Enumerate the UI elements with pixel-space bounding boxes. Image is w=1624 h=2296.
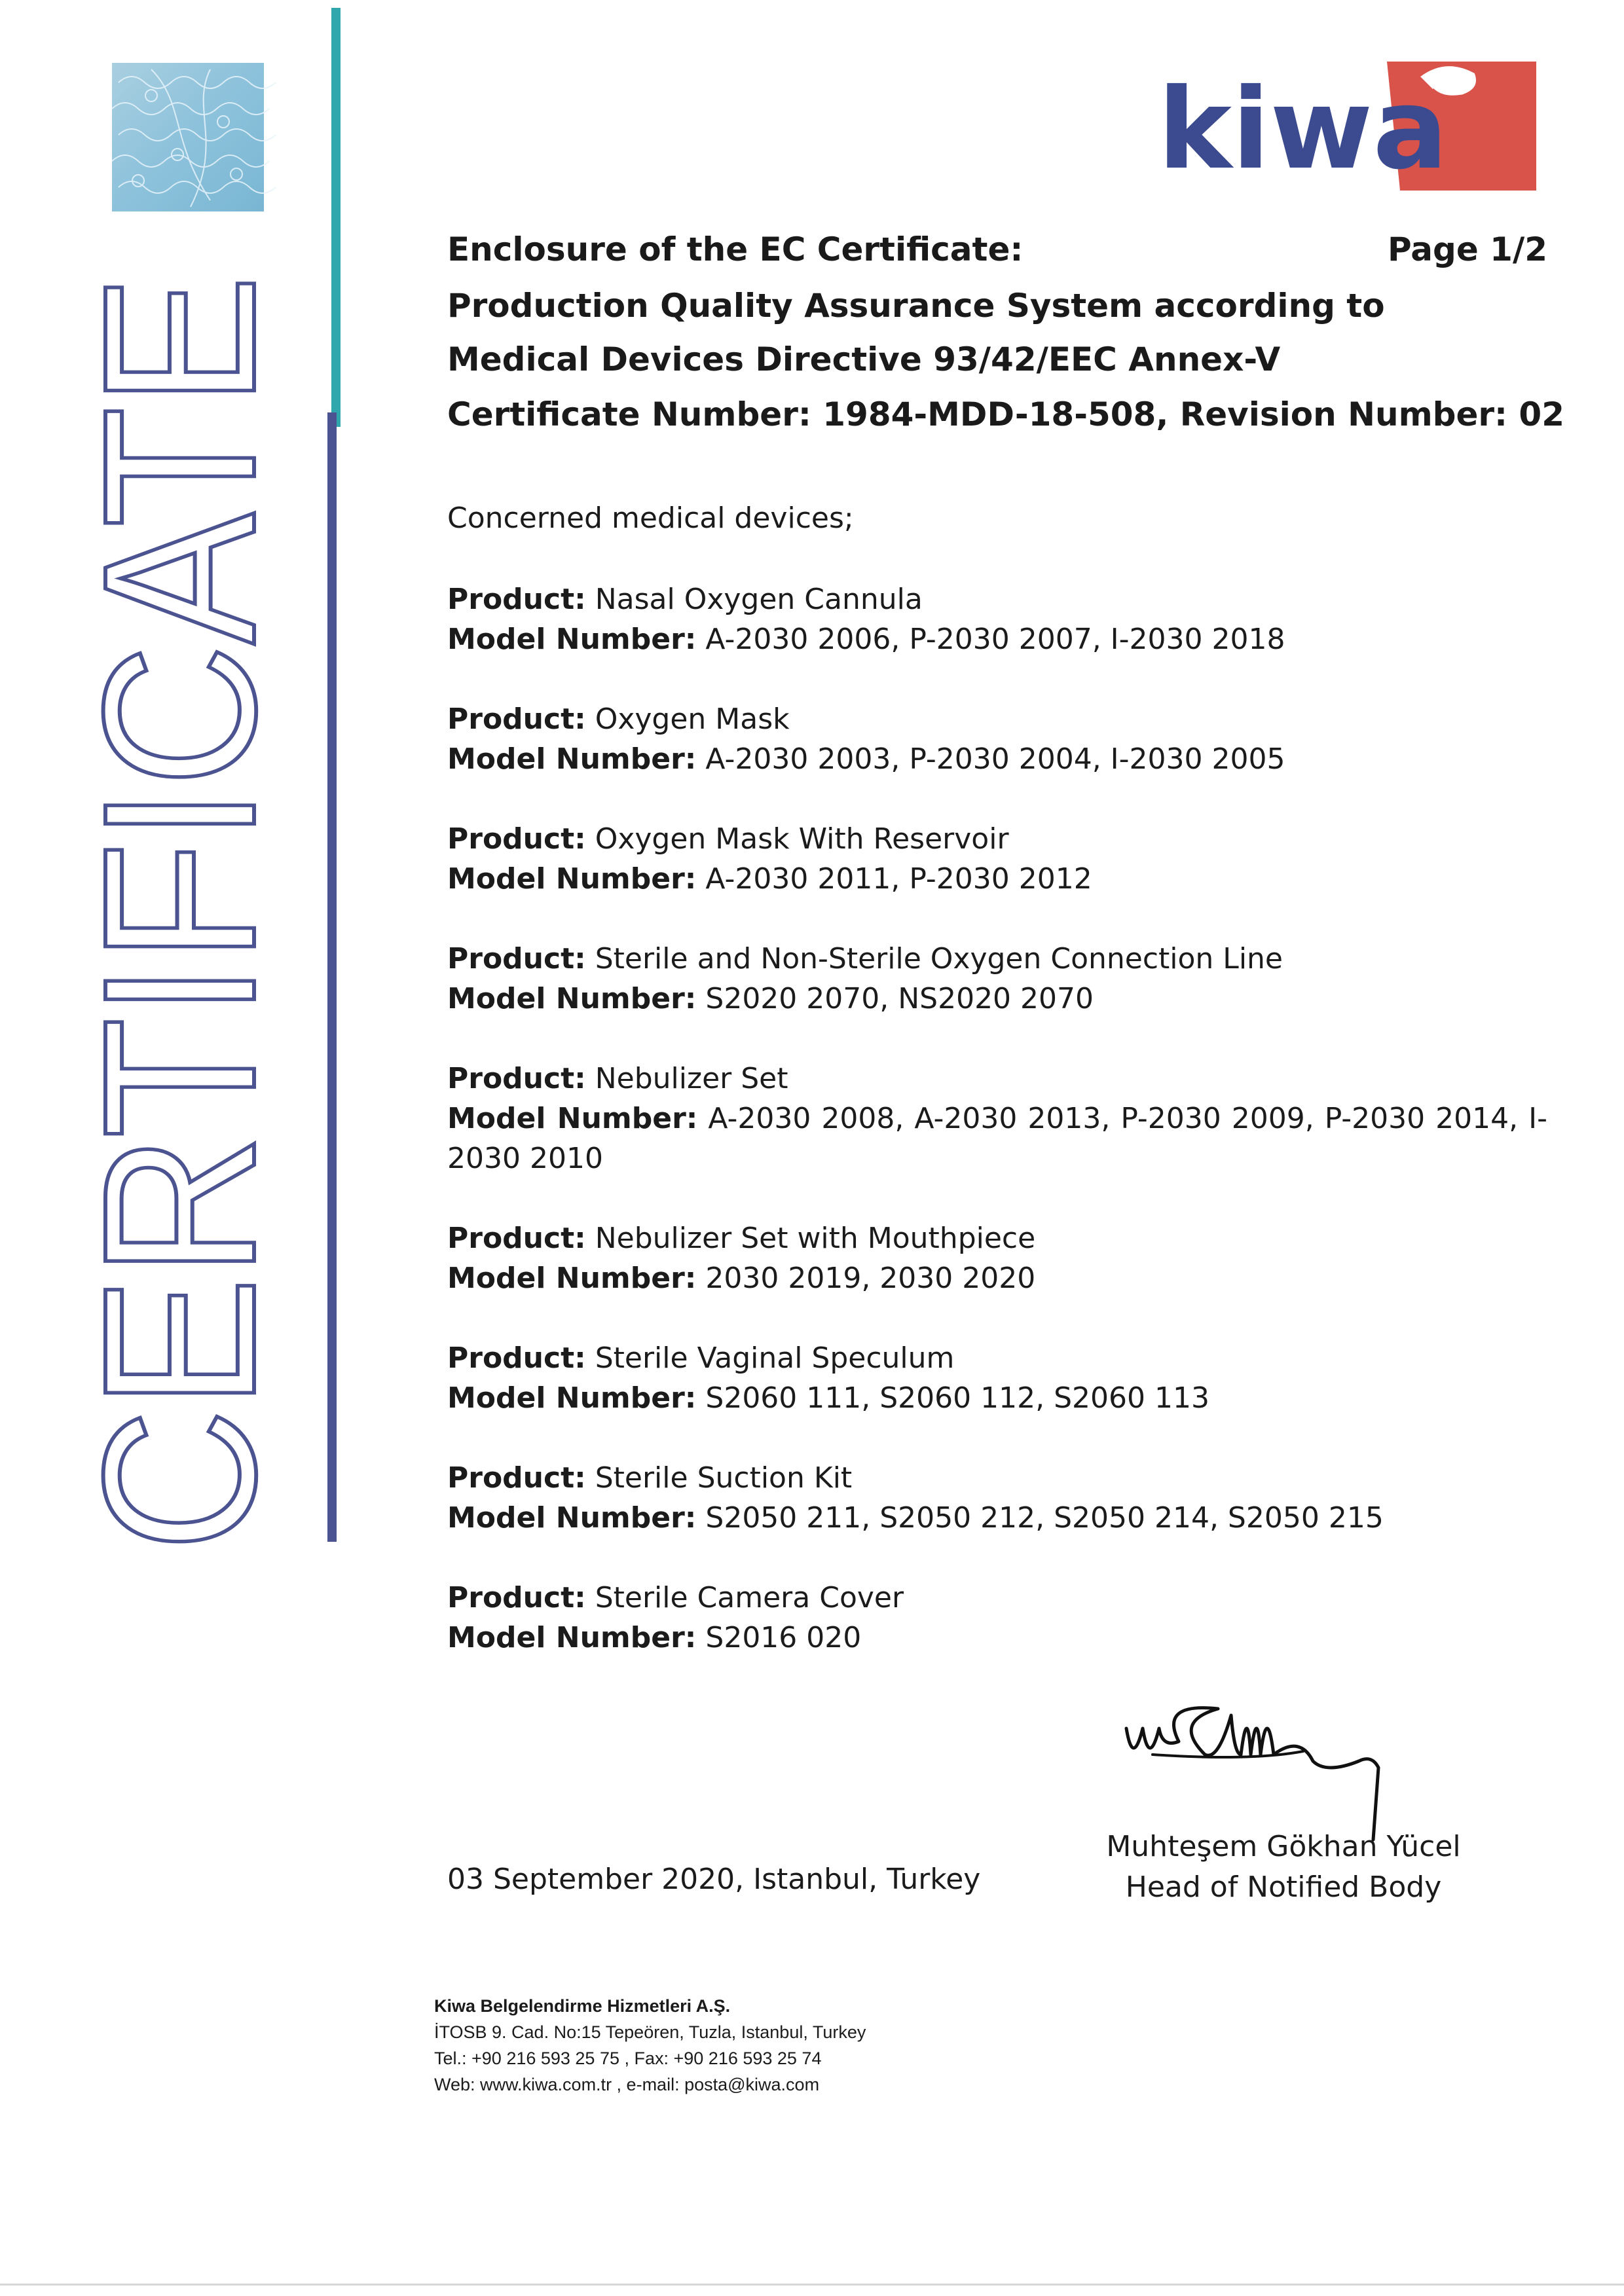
model-numbers: A-2030 2011, P-2030 2012 <box>705 862 1092 896</box>
product-name: Oxygen Mask <box>595 702 790 736</box>
model-label: Model Number: <box>447 1621 697 1654</box>
product-entry <box>447 1218 1547 1298</box>
product-name: Nebulizer Set <box>595 1062 788 1095</box>
product-label: Product: <box>447 822 586 856</box>
handwritten-signature <box>1113 1676 1454 1800</box>
product-label: Product: <box>447 1222 586 1255</box>
model-numbers: A-2030 2006, P-2030 2007, I-2030 2018 <box>705 623 1285 656</box>
page-bottom-edge <box>0 2284 1624 2286</box>
product-name: Oxygen Mask With Reservoir <box>595 822 1009 856</box>
vertical-rule-teal <box>331 8 341 427</box>
product-label: Product: <box>447 583 586 616</box>
product-list <box>447 579 1547 1698</box>
footer-address <box>434 1993 866 2098</box>
product-name: Nasal Oxygen Cannula <box>595 583 923 616</box>
model-label: Model Number: <box>447 982 697 1015</box>
model-numbers: S2020 2070, NS2020 2070 <box>705 982 1094 1015</box>
product-label: Product: <box>447 1581 586 1614</box>
vertical-rule-blue <box>327 412 337 1542</box>
product-entry <box>447 939 1547 1019</box>
model-label: Model Number: <box>447 742 697 776</box>
product-name: Sterile Suction Kit <box>595 1461 853 1495</box>
model-label: Model Number: <box>447 1501 697 1535</box>
signer-block <box>1087 1827 1480 1908</box>
model-numbers: A-2030 2008, A-2030 2013, P-2030 2009, P-2030 2014, I-2030 2010 <box>447 1102 1547 1175</box>
heading-certificate-number: Certificate Number: 1984-MDD-18-508, Revision Number: 02 <box>447 395 1565 433</box>
model-label: Model Number: <box>447 862 697 896</box>
footer-street: İTOSB 9. Cad. No:15 Tepeören, Tuzla, Istanbul, Turkey <box>434 2022 866 2042</box>
product-entry <box>447 1458 1547 1538</box>
logo-wordmark: kiwa <box>1158 65 1449 194</box>
signer-title: Head of Notified Body <box>1125 1870 1442 1904</box>
model-numbers: 2030 2019, 2030 2020 <box>705 1262 1036 1295</box>
model-numbers: S2060 111, S2060 112, S2060 113 <box>705 1381 1209 1415</box>
watermark-hologram <box>112 63 264 211</box>
footer-phone: Tel.: +90 216 593 25 75 , Fax: +90 216 593 25 74 <box>434 2049 822 2068</box>
issue-date-place: 03 September 2020, Istanbul, Turkey <box>447 1863 981 1896</box>
model-numbers: A-2030 2003, P-2030 2004, I-2030 2005 <box>705 742 1285 776</box>
product-name: Sterile Vaginal Speculum <box>595 1341 955 1375</box>
product-label: Product: <box>447 1341 586 1375</box>
product-label: Product: <box>447 702 586 736</box>
product-name: Nebulizer Set with Mouthpiece <box>595 1222 1036 1255</box>
product-entry <box>447 1059 1547 1178</box>
model-label: Model Number: <box>447 623 697 656</box>
product-entry <box>447 1578 1547 1658</box>
signer-name: Muhteşem Gökhan Yücel <box>1106 1830 1461 1863</box>
intro-text: Concerned medical devices; <box>447 501 854 535</box>
footer-web: Web: www.kiwa.com.tr , e-mail: posta@kiwa.com <box>434 2075 820 2094</box>
product-entry <box>447 699 1547 779</box>
model-label: Model Number: <box>447 1381 697 1415</box>
product-name: Sterile Camera Cover <box>595 1581 904 1614</box>
heading-directive: Medical Devices Directive 93/42/EEC Annex-V <box>447 340 1281 378</box>
product-name: Sterile and Non-Sterile Oxygen Connection Line <box>595 942 1283 975</box>
heading-enclosure: Enclosure of the EC Certificate: <box>447 230 1024 268</box>
certificate-side-word <box>58 155 300 1552</box>
certificate-side-text: CERTIFICATE <box>58 155 300 1552</box>
page-number: Page 1/2 <box>1388 230 1547 268</box>
product-entry <box>447 1338 1547 1418</box>
heading-system: Production Quality Assurance System according to <box>447 287 1385 325</box>
model-label: Model Number: <box>447 1102 698 1135</box>
model-label: Model Number: <box>447 1262 697 1295</box>
product-entry <box>447 819 1547 899</box>
product-entry <box>447 579 1547 659</box>
product-label: Product: <box>447 1461 586 1495</box>
model-numbers: S2050 211, S2050 212, S2050 214, S2050 215 <box>705 1501 1384 1535</box>
product-label: Product: <box>447 942 586 975</box>
kiwa-logo <box>1158 56 1536 194</box>
footer-company: Kiwa Belgelendirme Hizmetleri A.Ş. <box>434 1996 731 2016</box>
product-label: Product: <box>447 1062 586 1095</box>
model-numbers: S2016 020 <box>705 1621 862 1654</box>
